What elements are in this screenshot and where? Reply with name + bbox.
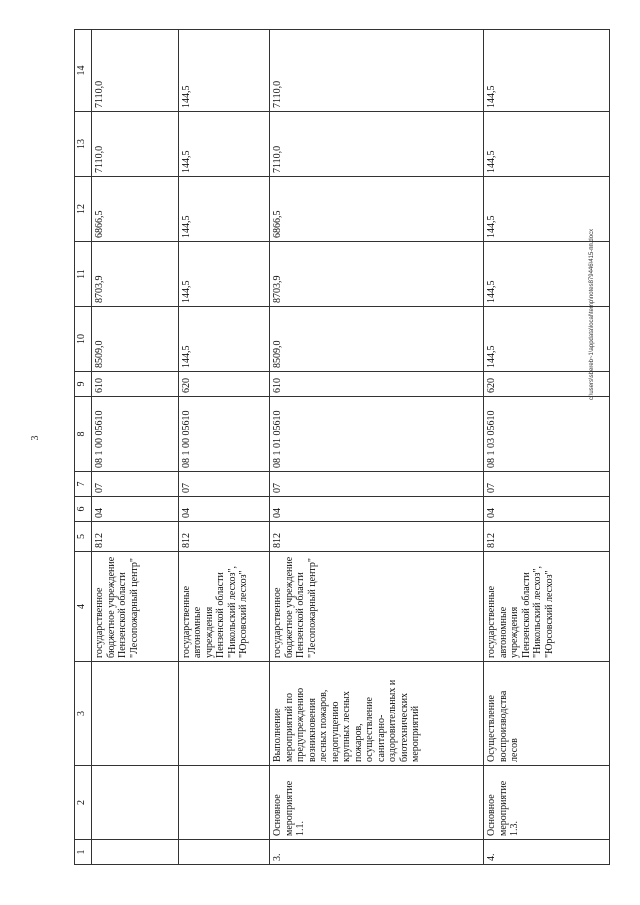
header-cell: 13 (75, 112, 92, 177)
grbs-code: 812 (178, 522, 270, 552)
activity-name: Основное мероприятие 1.1. (270, 766, 484, 840)
value-col-10: 8509,0 (270, 307, 484, 372)
value-col-11: 144,5 (178, 242, 270, 307)
expense-type: 610 (270, 372, 484, 397)
activity-name (178, 766, 270, 840)
expense-type: 620 (178, 372, 270, 397)
header-cell: 12 (75, 177, 92, 242)
value-col-13: 144,5 (484, 112, 610, 177)
rotated-table-area (74, 30, 610, 865)
section-code: 04 (270, 497, 484, 522)
section-code: 04 (178, 497, 270, 522)
section-code: 04 (92, 497, 179, 522)
header-cell: 6 (75, 497, 92, 522)
value-col-12: 6866,5 (270, 177, 484, 242)
header-cell: 8 (75, 397, 92, 472)
row-number: 3. (270, 840, 484, 865)
executor: государственное бюджетное учреждение Пензенской области "Лесопожарный центр" (270, 552, 484, 662)
value-col-14: 7110,0 (270, 30, 484, 112)
value-col-11: 8703,9 (270, 242, 484, 307)
header-cell: 9 (75, 372, 92, 397)
value-col-10: 144,5 (178, 307, 270, 372)
activity-description: Выполнение мероприятий по предупреждению возникновения лесных пожаров, недопущению крупных лесных пожаров, осуществление санитарно-оздоровительных и биотехнических мероприятий (270, 662, 484, 766)
executor: государственное бюджетное учреждение Пензенской области "Лесопожарный центр" (92, 552, 179, 662)
target-article: 08 1 03 05610 (484, 397, 610, 472)
row-number (178, 840, 270, 865)
value-col-10: 144,5 (484, 307, 610, 372)
grbs-code: 812 (484, 522, 610, 552)
subsection-code: 07 (178, 472, 270, 497)
header-row (75, 30, 92, 865)
value-col-14: 144,5 (178, 30, 270, 112)
value-col-12: 144,5 (484, 177, 610, 242)
header-cell: 1 (75, 840, 92, 865)
page-number: 3 (30, 435, 41, 441)
value-col-12: 6866,5 (92, 177, 179, 242)
value-col-14: 144,5 (484, 30, 610, 112)
row-number (92, 840, 179, 865)
section-code: 04 (484, 497, 610, 522)
header-cell: 2 (75, 766, 92, 840)
executor: государственные автономные учреждения Пензенской области "Никольский лесхоз", "Юрсовский лесхоз" (484, 552, 610, 662)
value-col-11: 144,5 (484, 242, 610, 307)
activity-description (92, 662, 179, 766)
subsection-code: 07 (92, 472, 179, 497)
header-cell: 10 (75, 307, 92, 372)
value-col-12: 144,5 (178, 177, 270, 242)
target-article: 08 1 00 05610 (178, 397, 270, 472)
table-row (270, 30, 484, 865)
expense-type: 620 (484, 372, 610, 397)
file-path-footer: c:\users\sbereb~1\appdata\local\temp\notes879446\415-пп.docx (589, 228, 595, 400)
subsection-code: 07 (484, 472, 610, 497)
value-col-13: 7110,0 (92, 112, 179, 177)
grbs-code: 812 (92, 522, 179, 552)
value-col-10: 8509,0 (92, 307, 179, 372)
value-col-14: 7110,0 (92, 30, 179, 112)
activity-name (92, 766, 179, 840)
value-col-13: 144,5 (178, 112, 270, 177)
header-cell: 3 (75, 662, 92, 766)
header-cell: 14 (75, 30, 92, 112)
executor: государственные автономные учреждения Пензенской области "Никольский лесхоз", "Юрсовский лесхоз" (178, 552, 270, 662)
activity-description: Осуществление воспроизводства лесов (484, 662, 610, 766)
target-article: 08 1 00 05610 (92, 397, 179, 472)
activity-description (178, 662, 270, 766)
activity-name: Основное мероприятие 1.3. (484, 766, 610, 840)
grbs-code: 812 (270, 522, 484, 552)
subsection-code: 07 (270, 472, 484, 497)
value-col-13: 7110,0 (270, 112, 484, 177)
expense-type: 610 (92, 372, 179, 397)
header-cell: 4 (75, 552, 92, 662)
target-article: 08 1 01 05610 (270, 397, 484, 472)
header-cell: 11 (75, 242, 92, 307)
row-number: 4. (484, 840, 610, 865)
table-row (92, 30, 179, 865)
header-cell: 7 (75, 472, 92, 497)
program-table (74, 29, 610, 865)
table-row (178, 30, 270, 865)
table-wrapper (74, 30, 610, 865)
header-cell: 5 (75, 522, 92, 552)
value-col-11: 8703,9 (92, 242, 179, 307)
